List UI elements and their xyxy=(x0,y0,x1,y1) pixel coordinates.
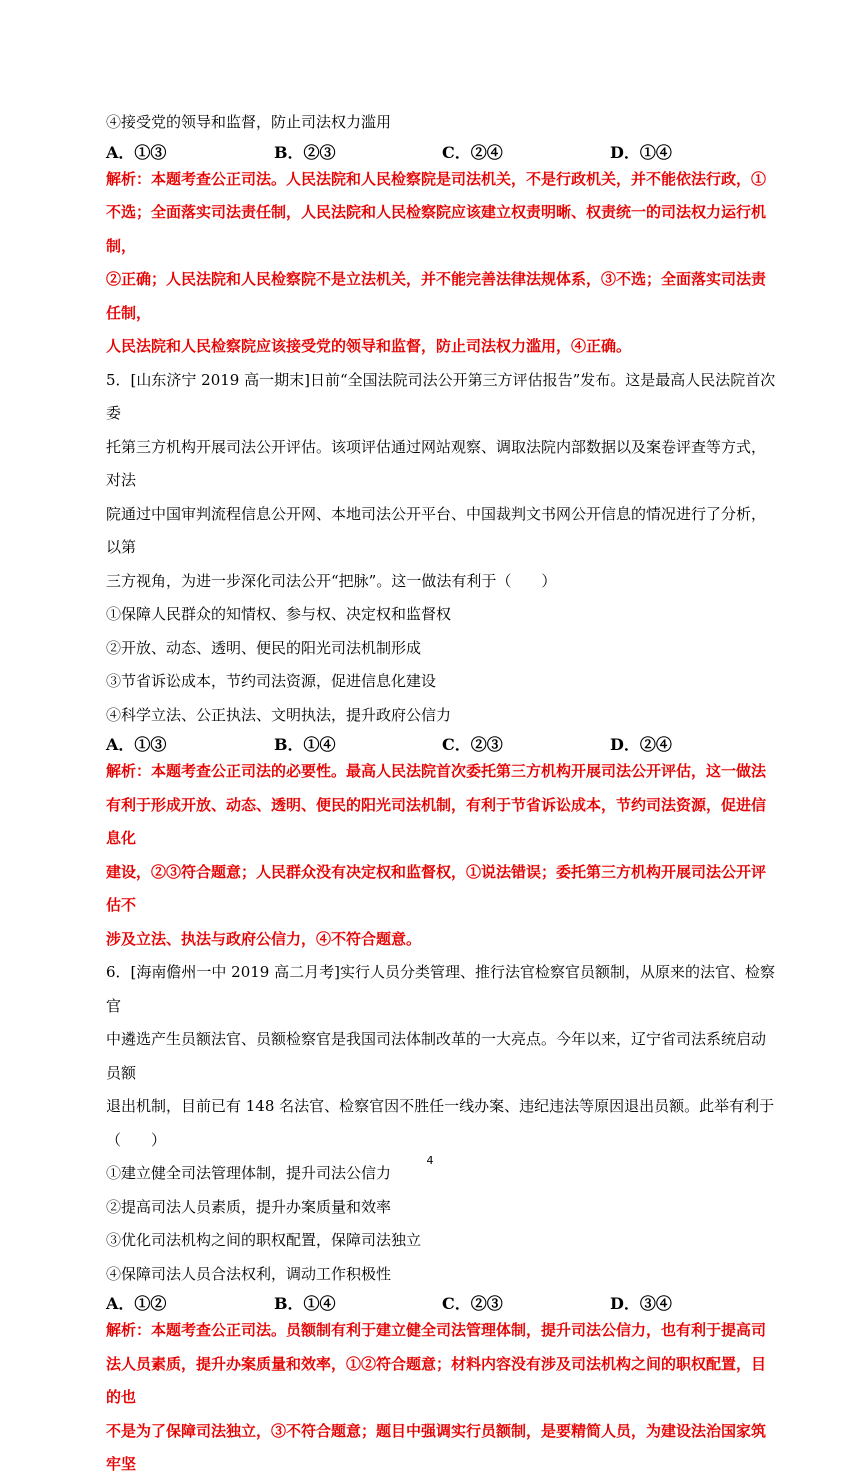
page-number: 4 xyxy=(426,1154,434,1167)
q5-analysis xyxy=(106,755,780,956)
q4-option-b: B．②③ xyxy=(274,142,336,162)
q6-options xyxy=(106,1291,780,1314)
q6-analysis-line: 法人员素质，提升办案质量和效率，①②符合题意；材料内容没有涉及司法机构之间的职权配置，目的也 xyxy=(106,1354,767,1406)
q5-stem-line: 托第三方机构开展司法公开评估。该项评估通过网站观察、调取法院内部数据以及案卷评查等方式，对法 xyxy=(106,437,767,489)
q5-stem-line: 三方视角，为进一步深化司法公开“把脉”。这一做法有利于（ ） xyxy=(106,571,557,590)
q6-option-c: C．②③ xyxy=(442,1294,503,1313)
q6-option-a: A．①② xyxy=(106,1294,167,1313)
q4-analysis-line: ②正确；人民法院和人民检察院不是立法机关，并不能完善法律法规体系，③不选；全面落实司法责任制， xyxy=(106,270,767,322)
q4-analysis-line: 解析：本题考查公正司法。人民法院和人民检察院是司法机关，不是行政机关，并不能依法行政，① xyxy=(106,169,767,188)
q5-option-c: C．②③ xyxy=(442,735,503,754)
page-content xyxy=(106,106,780,1482)
q5-item-3: ③节省诉讼成本，节约司法资源，促进信息化建设 xyxy=(106,672,437,690)
q5-analysis-line: 建设，②③符合题意；人民群众没有决定权和监督权，①说法错误；委托第三方机构开展司法公开评估不 xyxy=(106,862,767,914)
q6-option-b: B．①④ xyxy=(274,1294,336,1313)
q5-options xyxy=(106,732,780,755)
q4-option-a: A．①③ xyxy=(106,142,167,162)
q6-option-d: D．③④ xyxy=(610,1294,672,1313)
q6-item-4: ④保障司法人员合法权利，调动工作积极性 xyxy=(106,1264,392,1283)
q5-item-1: ①保障人民群众的知情权、参与权、决定权和监督权 xyxy=(106,605,452,623)
q6-stem-line: 中遴选产生员额法官、员额检察官是我国司法体制改革的一大亮点。今年以来，辽宁省司法系统启动员额 xyxy=(106,1030,767,1082)
question-5 xyxy=(106,364,780,756)
q5-item-4: ④科学立法、公正执法、文明执法，提升政府公信力 xyxy=(106,705,452,724)
q5-option-d: D．②④ xyxy=(610,735,672,754)
q5-option-a: A．①③ xyxy=(106,735,167,754)
q4-options xyxy=(106,140,780,163)
q5-analysis-line: 解析：本题考查公正司法的必要性。最高人民法院首次委托第三方机构开展司法公开评估，这一做法 xyxy=(106,762,767,780)
q4-item-4: ④接受党的领导和监督，防止司法权力滥用 xyxy=(106,113,392,131)
q6-analysis xyxy=(106,1314,780,1482)
q6-item-1: ①建立健全司法管理体制，提升司法公信力 xyxy=(106,1164,392,1182)
q6-analysis-line: 解析：本题考查公正司法。员额制有利于建立健全司法管理体制，提升司法公信力，也有利于提高司 xyxy=(106,1321,767,1339)
q6-stem-line: 6．[海南儋州一中 2019 高二月考]实行人员分类管理、推行法官检察官员额制，从原来的法官、检察官 xyxy=(106,963,775,1015)
q5-item-2: ②开放、动态、透明、便民的阳光司法机制形成 xyxy=(106,638,422,657)
q6-stem-line: 退出机制，目前已有 148 名法官、检察官因不胜任一线办案、违纪违法等原因退出员额。此举有利于（ ） xyxy=(106,1097,775,1149)
q4-option-d: D．①④ xyxy=(610,142,672,162)
q4-analysis-line: 人民法院和人民检察院应该接受党的领导和监督，防止司法权力滥用，④正确。 xyxy=(106,337,632,355)
q4-option-c: C．②④ xyxy=(442,142,503,162)
q6-item-3: ③优化司法机构之间的职权配置，保障司法独立 xyxy=(106,1231,422,1249)
q5-analysis-line: 有利于形成开放、动态、透明、便民的阳光司法机制，有利于节省诉讼成本，节约司法资源，促进信息化 xyxy=(106,795,767,847)
q4-analysis-line: 不选；全面落实司法责任制，人民法院和人民检察院应该建立权责明晰、权责统一的司法权力运行机制， xyxy=(106,203,767,255)
q5-stem-line: 5．[山东济宁 2019 高一期末]日前“全国法院司法公开第三方评估报告”发布。这是最高人民法院首次委 xyxy=(106,370,776,422)
q5-option-b: B．①④ xyxy=(274,735,336,754)
q6-item-2: ②提高司法人员素质，提升办案质量和效率 xyxy=(106,1197,392,1216)
q4-analysis xyxy=(106,163,780,364)
question-6 xyxy=(106,956,780,1314)
q5-analysis-line: 涉及立法、执法与政府公信力，④不符合题意。 xyxy=(106,929,422,948)
q5-stem-line: 院通过中国审判流程信息公开网、本地司法公开平台、中国裁判文书网公开信息的情况进行了分析，以第 xyxy=(106,504,767,556)
q6-analysis-line: 不是为了保障司法独立，③不符合题意；题目中强调实行员额制，是要精简人员，为建设法治国家筑牢坚 xyxy=(106,1421,767,1473)
